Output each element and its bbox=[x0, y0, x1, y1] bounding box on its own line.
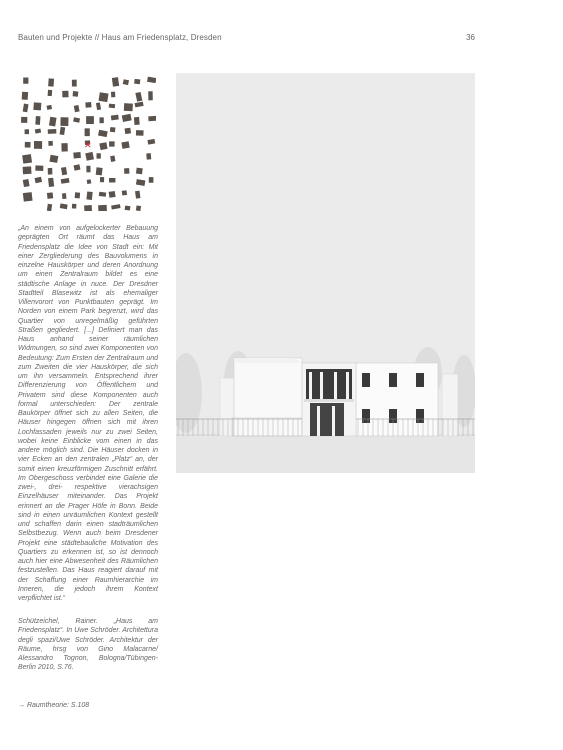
facade-elevation-icon bbox=[176, 73, 475, 473]
facade-render-image bbox=[176, 73, 475, 473]
page-number: 36 bbox=[466, 33, 475, 42]
site-plan-image bbox=[18, 74, 156, 211]
bibliographic-reference: Schützeichel, Rainer. „Haus am Friedensplatz“. In Uwe Schröder. Architettura degli spazi/Uwe Schröder. Architektur der Räume, hrsg von Gino Malacarne/ Alessandro Tognon, Bologna/Tübingen-Berlin 2010, S.76. bbox=[18, 618, 158, 672]
cross-reference-link[interactable]: → Raumtheorie: S.108 bbox=[18, 702, 90, 709]
site-plan-figure-ground-icon bbox=[18, 74, 156, 211]
quote-text: „An einem von aufgelockerter Bebauung geprägten Ort räumt das Haus am Friedensplatz die Idee von Stadt ein: Mit einer Zergliederung des Bauvolumens in einzelne Hauskörper und deren Anordnung um einen Zentralraum bildet es eine städtische Anlage in nuce. Der Dresdner Stadtteil Blasewitz ist als ehemaliger Villenvorort von Punktbauten geprägt. Im Norden von einem Park begrenzt, wird das Quartier von unregelmäßig geführten Straßen gegliedert. [...] Definiert man das Haus anhand seiner räumlichen Widmungen, so sind zwei Komponenten von Bedeutung: Zum Ersten der Zentralraum und zum Zweiten die vier Hauskörper, die sich um ihn versammeln. Entsprechend ihrer Differenzierung von Öffentlichem und Privatem sind diese Komponenten auch formal unterschieden: Der zentrale Baukörper öffnet sich zu allen Seiten, die Häuser hingegen öffnen sich mit ihren Lochfassaden jeweils nur zu zwei Seiten, wobei keine Einblicke vom einen in das andere möglich sind. Die Häuser docken in vier Ecken an den zentralen „Platz“ an, der somit einen kreuzförmigen Zuschnitt erfährt. Im Obergeschoss verbindet eine Galerie die zwei-, drei- respektive vierachsigen Einzelhäuser miteinander. Das Projekt erinnert an die Prager Höfe in Bonn. Beide sind in einen unräumlichen Kontext gestellt und schaffen darin einen stadträumlichen Selbstbezug. Wenn auch beim Dresdener Projekt eine städtebauliche Motivation des Quartiers zu erkennen ist, so ist dennoch auch hier eine Abwesenheit des Räumlichen festzustellen. Das Haus reagiert darauf mit der Schaffung einer Raumhierarchie im Inneren, die jedoch ihrem Kontext verpflichtet ist.“ bbox=[18, 225, 158, 602]
site-marker-icon: ✕ bbox=[84, 141, 92, 151]
running-title: Bauten und Projekte // Haus am Friedensplatz, Dresden bbox=[18, 33, 222, 42]
